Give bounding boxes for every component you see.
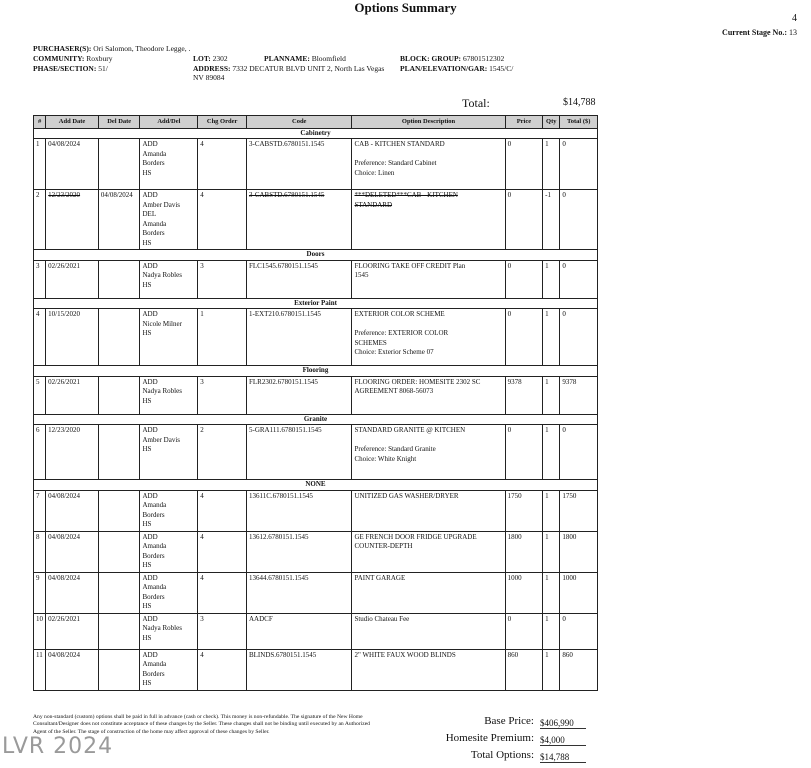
col-header-price: Price [505, 116, 543, 129]
address-label: ADDRESS: [193, 64, 231, 73]
purchasers-info [33, 44, 190, 53]
cell-price: 0 [505, 139, 543, 190]
cell-add-del: ADD Nadya Robles HS [140, 376, 198, 414]
cell-del-date [98, 376, 140, 414]
cell-desc: STANDARD GRANITE @ KITCHEN Preference: Standard Granite Choice: White Knight [352, 425, 505, 480]
table-row [34, 572, 598, 613]
section-title: Granite [34, 414, 598, 425]
cell-price: 1000 [505, 572, 543, 613]
table-row [34, 490, 598, 531]
base-price-value: $406,990 [540, 718, 586, 729]
cell-total: 1750 [560, 490, 598, 531]
group-value: 67801512302 [462, 54, 505, 63]
community-label: COMMUNITY: [33, 54, 85, 63]
cell-total: 0 [560, 260, 598, 298]
purchasers-value: Ori Salomon, Theodore Legge, . [93, 44, 191, 53]
planname-label: PLANNAME: [264, 54, 310, 63]
cell-price: 0 [505, 425, 543, 480]
cell-num: 6 [34, 425, 46, 480]
cell-total: 1800 [560, 531, 598, 572]
page-title: Options Summary [354, 0, 457, 15]
community-info [33, 54, 113, 63]
cell-qty: 1 [543, 260, 560, 298]
cell-add-date: 04/08/2024 [46, 139, 99, 190]
cell-add-date: 02/26/2021 [46, 260, 99, 298]
cell-add-date: 10/15/2020 [46, 309, 99, 366]
cell-add-date: 02/26/2021 [46, 376, 99, 414]
cell-code: 5-GRA111.6780151.1545 [246, 425, 351, 480]
cell-add-del: ADD Nicole Milner HS [140, 309, 198, 366]
cell-qty: 1 [543, 490, 560, 531]
watermark: LVR 2024 [2, 734, 114, 759]
address-value: 7332 DECATUR BLVD UNIT 2, North Las Vegas NV 89084 [193, 64, 385, 82]
cell-add-date: 04/08/2024 [46, 531, 99, 572]
cell-add-del: ADD Amanda Borders HS [140, 649, 198, 690]
cell-qty: 1 [543, 531, 560, 572]
cell-num: 10 [34, 613, 46, 649]
cell-add-date: 04/08/2024 [46, 572, 99, 613]
cell-chg: 3 [198, 613, 247, 649]
cell-del-date [98, 531, 140, 572]
total-value: $14,788 [563, 97, 596, 108]
base-price-label: Base Price: [484, 715, 534, 727]
cell-desc: UNITIZED GAS WASHER/DRYER [352, 490, 505, 531]
cell-add-date: 02/26/2021 [46, 613, 99, 649]
cell-chg: 4 [198, 190, 247, 250]
cell-desc: FLOORING TAKE OFF CREDIT Plan 1545 [352, 260, 505, 298]
community-value: Roxbury [86, 54, 113, 63]
cell-add-del: ADD Amanda Borders HS [140, 531, 198, 572]
cell-total: 0 [560, 190, 598, 250]
col-header-chg-order: Chg Order [198, 116, 247, 129]
cell-code: 1-EXT210.6780151.1545 [246, 309, 351, 366]
cell-total: 0 [560, 309, 598, 366]
cell-total: 1000 [560, 572, 598, 613]
cell-del-date [98, 490, 140, 531]
phase-label: PHASE/SECTION: [33, 64, 97, 73]
cell-qty: 1 [543, 649, 560, 690]
cell-chg: 4 [198, 572, 247, 613]
section-title: NONE [34, 480, 598, 491]
section-row [34, 298, 598, 309]
cell-add-del: ADD Amber Davis DEL Amanda Borders HS [140, 190, 198, 250]
cell-code: 3-CABSTD.6780151.1545 [246, 139, 351, 190]
cell-del-date [98, 260, 140, 298]
cell-num: 11 [34, 649, 46, 690]
section-row [34, 414, 598, 425]
col-header-del-date: Del Date [98, 116, 140, 129]
lot-label: LOT: [193, 54, 211, 63]
section-row [34, 366, 598, 377]
table-row [34, 531, 598, 572]
homesite-premium-label: Homesite Premium: [445, 732, 534, 744]
cell-price: 0 [505, 613, 543, 649]
col-header-description: Option Description [352, 116, 505, 129]
cell-add-date: 04/08/2024 [46, 649, 99, 690]
cell-num: 8 [34, 531, 46, 572]
cell-desc: FLOORING ORDER: HOMESITE 2302 SC AGREEMENT 8068-56073 [352, 376, 505, 414]
current-stage [722, 28, 797, 37]
plan-elevation-value: 1545/C/ [489, 64, 514, 73]
stage-label: Current Stage No.: [722, 28, 787, 37]
col-header-num: # [34, 116, 46, 129]
cell-price: 9378 [505, 376, 543, 414]
stage-value: 13 [789, 28, 797, 37]
cell-num: 3 [34, 260, 46, 298]
section-title: Flooring [34, 366, 598, 377]
options-table [33, 115, 598, 691]
cell-code: FLR2302.6780151.1545 [246, 376, 351, 414]
cell-total: 0 [560, 613, 598, 649]
cell-qty: 1 [543, 309, 560, 366]
col-header-code: Code [246, 116, 351, 129]
cell-total: 0 [560, 425, 598, 480]
cell-chg: 3 [198, 376, 247, 414]
cell-num: 2 [34, 190, 46, 250]
cell-num: 9 [34, 572, 46, 613]
homesite-premium-value: $4,000 [540, 735, 586, 746]
cell-qty: 1 [543, 139, 560, 190]
section-row [34, 128, 598, 139]
section-title: Doors [34, 250, 598, 261]
planname-value: Bloomfield [311, 54, 346, 63]
cell-price: 0 [505, 309, 543, 366]
cell-add-date: 12/23/2020 [46, 190, 99, 250]
phase-value: 51/ [98, 64, 108, 73]
cell-code: 13644.6780151.1545 [246, 572, 351, 613]
total-options-label: Total Options: [470, 749, 534, 761]
cell-code: 3-CABSTD.6780151.1545 [246, 190, 351, 250]
cell-num: 7 [34, 490, 46, 531]
cell-del-date [98, 425, 140, 480]
terms-footnote: Any non-standard (custom) options shall be paid in full in advance (cash or check). This money is non-refundable. The signature of the New Home Consultant/Designer does not constitute acceptance of these changes by the Seller. These changes shall not be binding until executed by an Authorized Agent of the Seller. The stage of construction of the home may affect approval of these changes by Seller. [33, 714, 370, 735]
cell-add-date: 04/08/2024 [46, 490, 99, 531]
cell-desc: EXTERIOR COLOR SCHEME Preference: EXTERIOR COLOR SCHEMES Choice: Exterior Scheme 07 [352, 309, 505, 366]
total-options-value: $14,788 [540, 752, 586, 763]
purchasers-label: PURCHASER(S): [33, 44, 92, 53]
cell-qty: 1 [543, 572, 560, 613]
cell-num: 5 [34, 376, 46, 414]
table-row [34, 649, 598, 690]
group-label: GROUP: [431, 54, 462, 63]
cell-add-date: 12/23/2020 [46, 425, 99, 480]
section-row [34, 480, 598, 491]
total-label: Total: [462, 96, 490, 110]
table-row [34, 139, 598, 190]
cell-qty: 1 [543, 376, 560, 414]
cell-total: 0 [560, 139, 598, 190]
table-header-row [34, 116, 598, 129]
cell-add-del: ADD Amanda Borders HS [140, 490, 198, 531]
section-title: Exterior Paint [34, 298, 598, 309]
cell-del-date [98, 572, 140, 613]
cell-price: 860 [505, 649, 543, 690]
col-header-add-del: Add/Del [140, 116, 198, 129]
cell-code: FLC1545.6780151.1545 [246, 260, 351, 298]
cell-qty: 1 [543, 613, 560, 649]
lot-value: 2302 [212, 54, 228, 63]
section-title: Cabinetry [34, 128, 598, 139]
cell-qty: 1 [543, 425, 560, 480]
cell-desc: GE FRENCH DOOR FRIDGE UPGRADE COUNTER-DEPTH [352, 531, 505, 572]
table-row [34, 613, 598, 649]
cell-add-del: ADD Amanda Borders HS [140, 139, 198, 190]
cell-code: 13612.6780151.1545 [246, 531, 351, 572]
col-header-total: Total ($) [560, 116, 598, 129]
address-info [193, 64, 391, 82]
cell-chg: 4 [198, 531, 247, 572]
page-number: 4 [792, 13, 797, 24]
cell-del-date: 04/08/2024 [98, 190, 140, 250]
col-header-qty: Qty [543, 116, 560, 129]
cell-num: 1 [34, 139, 46, 190]
cell-del-date [98, 139, 140, 190]
block-group-info [400, 54, 504, 63]
cell-code: 13611C.6780151.1545 [246, 490, 351, 531]
phase-info [33, 64, 108, 73]
cell-qty: -1 [543, 190, 560, 250]
planname-info [264, 54, 346, 63]
cell-del-date [98, 613, 140, 649]
cell-desc: ***DELETED***CAB - KITCHEN STANDARD [352, 190, 505, 250]
cell-add-del: ADD Nadya Robles HS [140, 613, 198, 649]
plan-elevation-label: PLAN/ELEVATION/GAR: [400, 64, 488, 73]
cell-desc: 2" WHITE FAUX WOOD BLINDS [352, 649, 505, 690]
cell-price: 0 [505, 260, 543, 298]
table-row [34, 376, 598, 414]
cell-desc: CAB - KITCHEN STANDARD Preference: Standard Cabinet Choice: Linen [352, 139, 505, 190]
cell-price: 1750 [505, 490, 543, 531]
cell-chg: 4 [198, 649, 247, 690]
cell-add-del: ADD Amanda Borders HS [140, 572, 198, 613]
cell-price: 0 [505, 190, 543, 250]
col-header-add-date: Add Date [46, 116, 99, 129]
table-row [34, 309, 598, 366]
cell-code: BLINDS.6780151.1545 [246, 649, 351, 690]
cell-code: AADCF [246, 613, 351, 649]
cell-desc: PAINT GARAGE [352, 572, 505, 613]
cell-del-date [98, 309, 140, 366]
cell-total: 9378 [560, 376, 598, 414]
cell-chg: 3 [198, 260, 247, 298]
section-row [34, 250, 598, 261]
cell-chg: 4 [198, 139, 247, 190]
table-row [34, 190, 598, 250]
cell-del-date [98, 649, 140, 690]
cell-chg: 4 [198, 490, 247, 531]
lot-info [193, 54, 228, 63]
cell-num: 4 [34, 309, 46, 366]
cell-desc: Studio Chateau Fee [352, 613, 505, 649]
table-row [34, 425, 598, 480]
cell-chg: 2 [198, 425, 247, 480]
cell-price: 1800 [505, 531, 543, 572]
block-label: BLOCK: [400, 54, 430, 63]
cell-add-del: ADD Nadya Robles HS [140, 260, 198, 298]
cell-add-del: ADD Amber Davis HS [140, 425, 198, 480]
cell-chg: 1 [198, 309, 247, 366]
table-row [34, 260, 598, 298]
plan-elevation-info [400, 64, 513, 73]
cell-total: 860 [560, 649, 598, 690]
